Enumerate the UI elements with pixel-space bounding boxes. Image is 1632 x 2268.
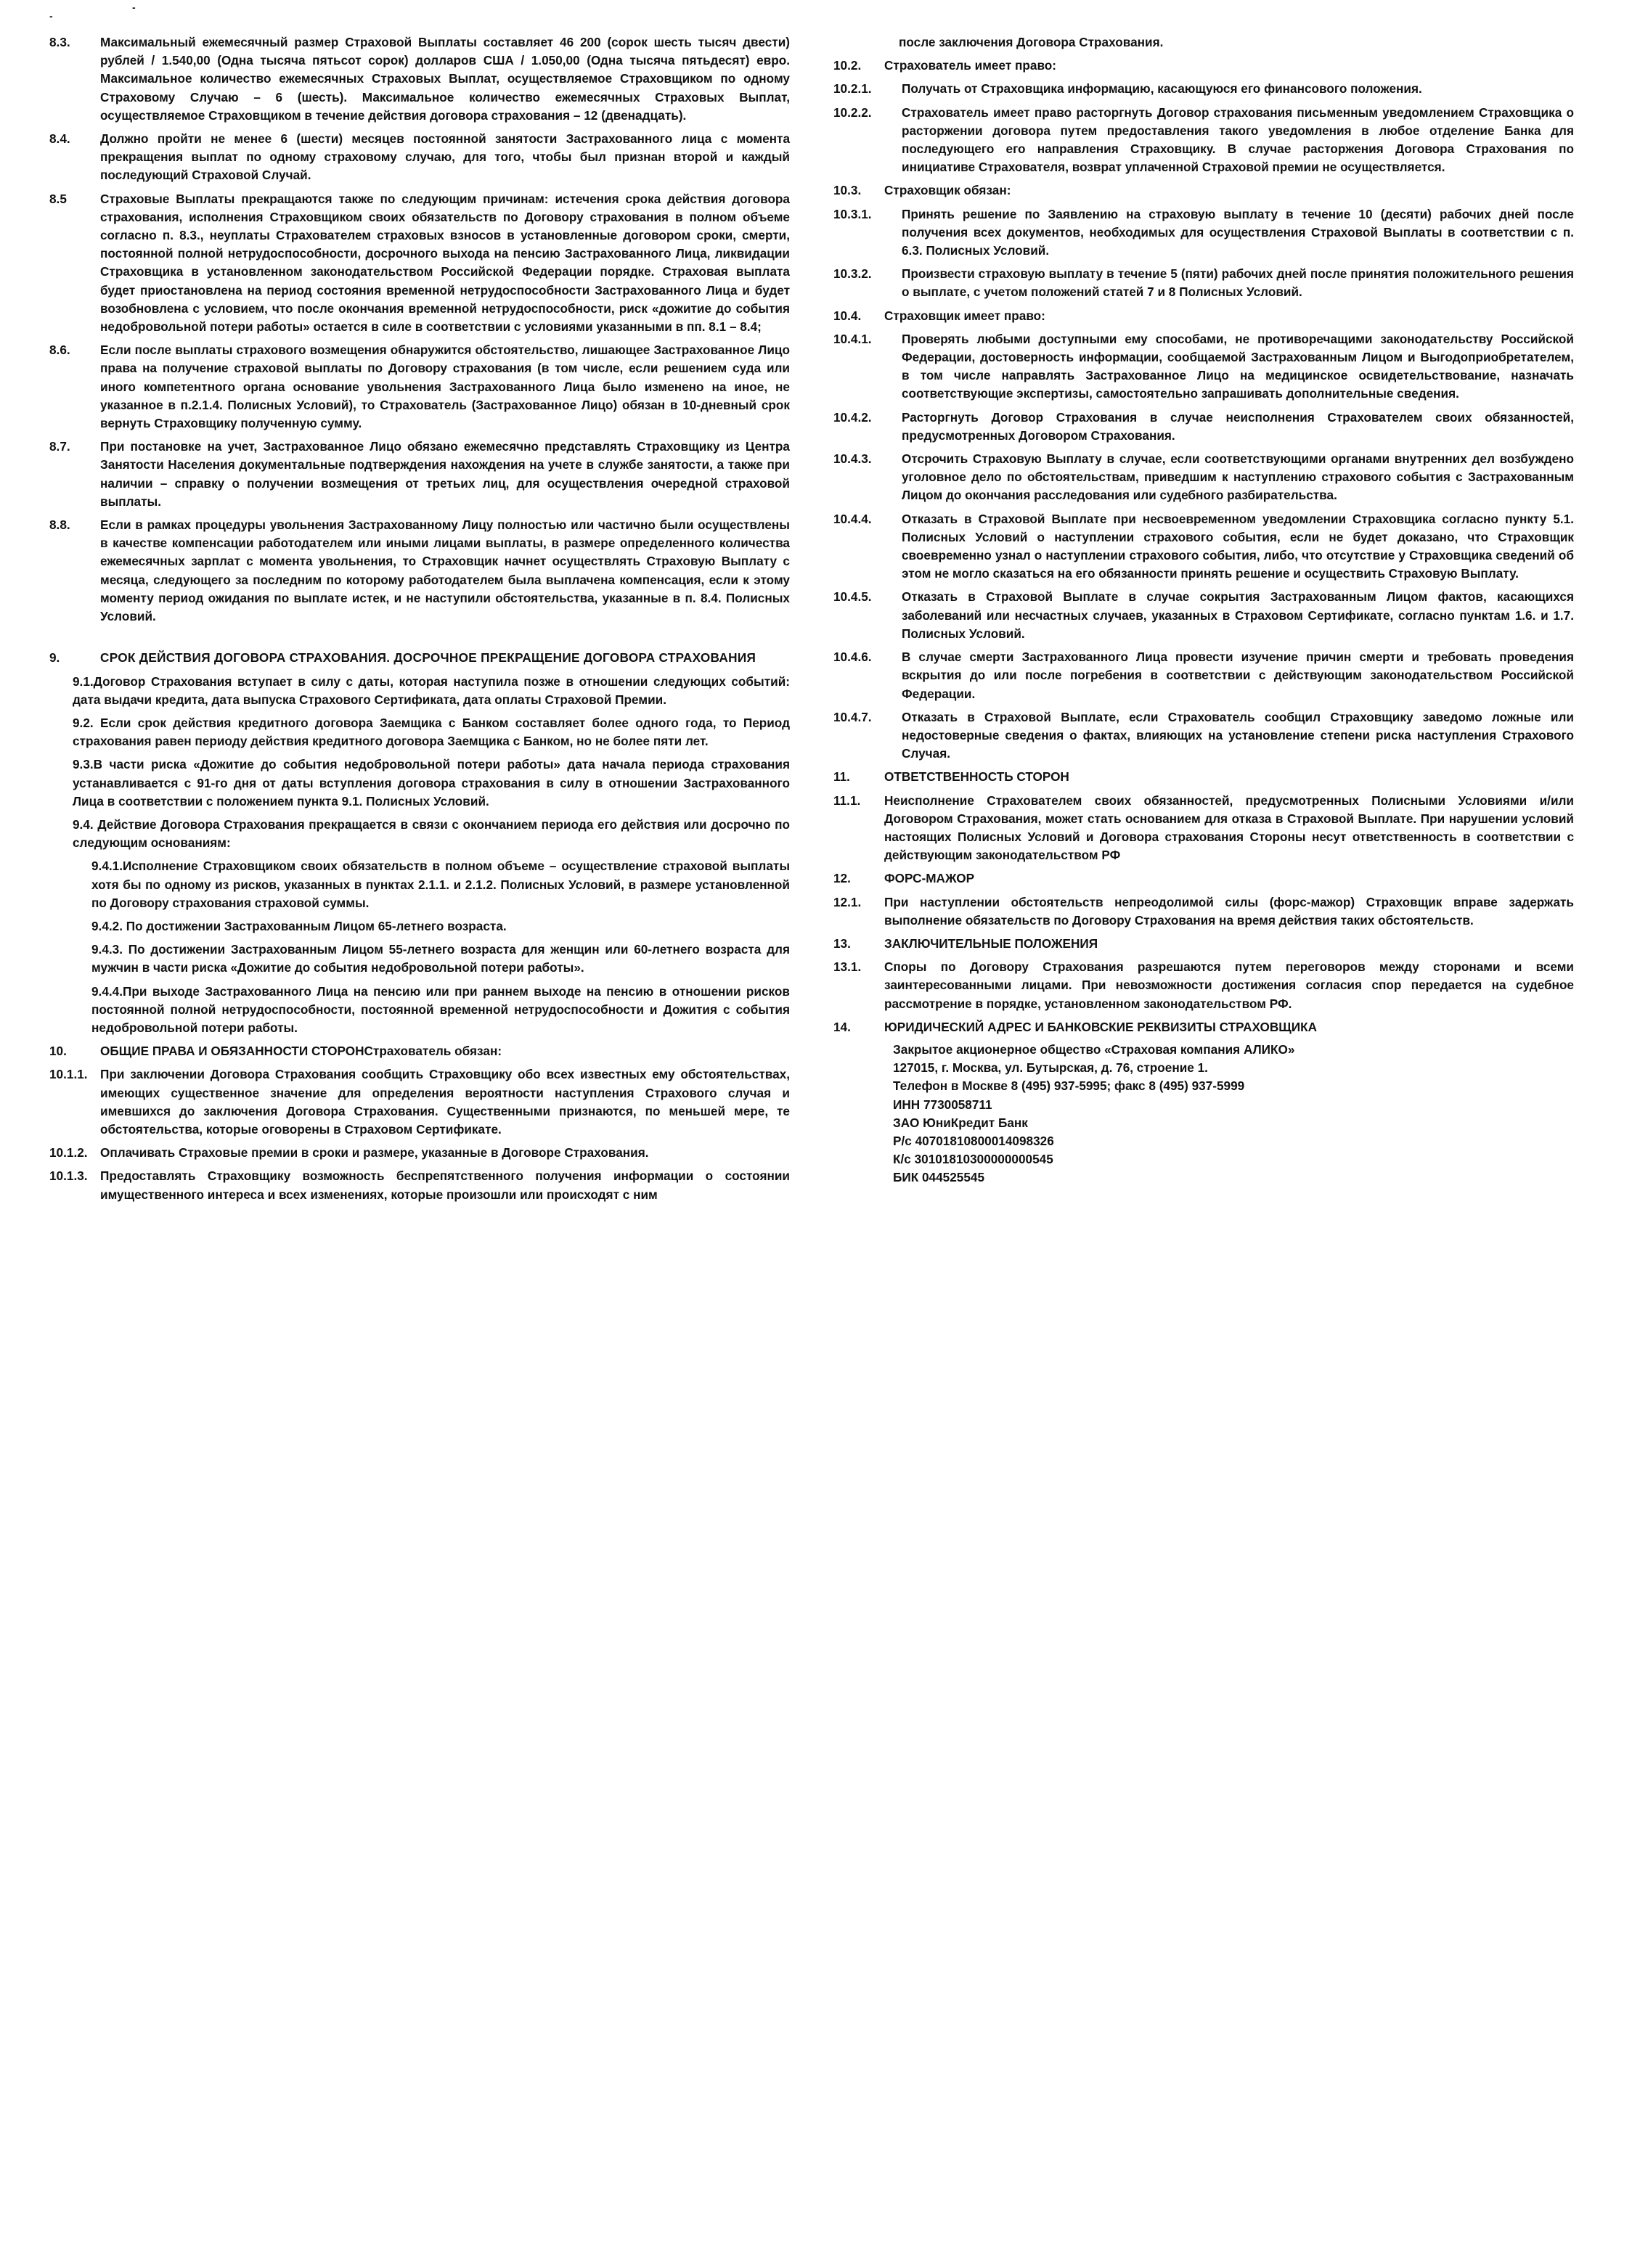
company-phone: Телефон в Москве 8 (495) 937-5995; факс 8 (495) 937-5999	[893, 1078, 1245, 1094]
clause-10-1-1: 10.1.1. При заключении Договора Страхования сообщить Страховщику обо всех известных ему обстоятельствах, имеющих существенное значение для определения вероятности наступления Страхового случая и имевшихся до заключения Договора Страхования. Существенными признаются, по меньшей мере, те обстоятельства, которые оговорены в Страховом Сертификате.	[49, 1067, 790, 1137]
correspondent-account: К/с 30101810300000000545	[893, 1152, 1053, 1167]
right-column	[833, 33, 1574, 1187]
clause-9-2: 9.2. Если срок действия кредитного договора Заемщика с Банком составляет более одного года, то Период страхования равен периоду действия кредитного договора Заемщика с Банком, но не более пяти лет.	[73, 715, 790, 749]
company-name: Закрытое акционерное общество «Страховая компания АЛИКО»	[893, 1041, 1295, 1057]
clause-10-2-2: 10.2.2. Страхователь имеет право расторгнуть Договор страхования письменным уведомлением Страховщика о расторжении договора путем предоставления такого уведомления в любое отделение Банка для последующего его направления Страховщику. В случае расторжения Договора Страхования по инициативе Страхователя, возврат уплаченной Страховой премии не осуществляется.	[833, 105, 1574, 175]
clause-10-4-4: 10.4.4. Отказать в Страховой Выплате при несвоевременном уведомлении Страховщика согласно пункту 5.1. Полисных Условий о наступлении страхового события, если не будет доказано, что Страховщик своевременно узнал о наступлении страхового события, либо, что отсутствие у Страховщика сведений об этом не могло сказаться на его обязанности принять решение и осуществить Страховую Выплату.	[833, 511, 1574, 581]
clause-10-1-2: 10.1.2. Оплачивать Страховые премии в сроки и размере, указанные в Договоре Страхования.	[49, 1145, 649, 1160]
clause-10-3: 10.3. Страховщик обязан:	[833, 183, 1011, 198]
clause-10-3-2: 10.3.2. Произвести страховую выплату в течение 5 (пяти) рабочих дней после принятия положительного решения о выплате, с учетом положений статей 7 и 8 Полисных Условий.	[833, 266, 1574, 300]
clause-10-4-2: 10.4.2. Расторгнуть Договор Страхования в случае неисполнения Страхователем своих обязанностей, предусмотренных Договором Страхования.	[833, 409, 1574, 443]
left-column	[49, 33, 790, 1209]
clause-10-4-3: 10.4.3. Отсрочить Страховую Выплату в случае, если соответствующими органами внутренних дел возбуждено уголовное дело по обстоятельствам, приведшим к наступлению страхового события с Застрахованным Лицом до окончания расследования или судебного разбирательства.	[833, 451, 1574, 503]
clause-11-1: 11.1. Неисполнение Страхователем своих обязанностей, предусмотренных Полисными Условиями и/или Договором Страхования, может стать основанием для отказа в Страховой Выплате. При нарушении условий настоящих Полисных Условий и Договора страхования Стороны несут ответственность в соответствии с действующим законодательством РФ	[833, 793, 1574, 863]
clause-10-4-6: 10.4.6. В случае смерти Застрахованного Лица провести изучение причин смерти и требовать проведения вскрытия до или после погребения в соответствии с действующим законодательством Российской Федерации.	[833, 650, 1574, 701]
clause-8-8: 8.8. Если в рамках процедуры увольнения Застрахованному Лицу полностью или частично были осуществлены в качестве компенсации работодателем или иными лицами выплаты, в размере определенного количества ежемесячных зарплат с момента увольнения, то Страховщик начнет осуществлять Страховую Выплату с месяца, следующего за последним по которому работодателем была выплачена компенсация, если к этому моменту период ожидания по выплате истек, и не наступили обстоятельства, указанные в п. 8.4. Полисных Условий.	[49, 517, 790, 624]
scan-mark: -	[49, 10, 53, 22]
insurer-requisites	[833, 1041, 1574, 1187]
section-12-heading: 12. ФОРС-МАЖОР	[833, 871, 975, 886]
bank-account: Р/с 40701810800014098326	[893, 1133, 1054, 1148]
clause-9-4-2: 9.4.2. По достижении Застрахованным Лицом 65-летнего возраста.	[91, 918, 507, 933]
clause-10-1-3-continuation: после заключения Договора Страхования.	[899, 35, 1164, 49]
clause-10-1-3: 10.1.3. Предоставлять Страховщику возможность беспрепятственного получения информации о состоянии имущественного интереса и всех изменениях, которые произошли или происходят с ним	[49, 1168, 790, 1202]
section-9-heading: 9. СРОК ДЕЙСТВИЯ ДОГОВОРА СТРАХОВАНИЯ. ДОСРОЧНОЕ ПРЕКРАЩЕНИЕ ДОГОВОРА СТРАХОВАНИЯ	[49, 650, 756, 666]
clause-8-4: 8.4. Должно пройти не менее 6 (шести) месяцев постоянной занятости Застрахованного лица с момента прекращения выплат по одному страховому случаю, для того, чтобы был признан второй и каждый последующий Страховой Случай.	[49, 131, 790, 183]
clause-9-4-4: 9.4.4.При выходе Застрахованного Лица на пенсию или при раннем выходе на пенсию в отношении рисков постоянной полной нетрудоспособности, постоянной временной нетрудоспособности и Дожития с события недобровольной потери работы.	[91, 983, 790, 1035]
clause-10-4-7: 10.4.7. Отказать в Страховой Выплате, если Страхователь сообщил Страховщику заведомо ложные или недостоверные сведения о фактах, влияющих на установление степени риска наступления Страхового Случая.	[833, 709, 1574, 761]
clause-8-3: 8.3. Максимальный ежемесячный размер Страховой Выплаты составляет 46 200 (сорок шесть тысяч двести) рублей / 1.540,00 (Одна тысяча пятьсот сорок) долларов США / 1.050,00 (Одна тысяча пятьдесят) евро. Максимальное количество ежемесячных Страховых Выплат, осуществляемое Страховщиком по одному Страховому Случаю – 6 (шесть). Максимальное количество ежемесячных Страховых Выплат, осуществляемое Страховщиком в течение действия договора страхования – 12 (двенадцать).	[49, 35, 790, 123]
clause-13-1: 13.1. Споры по Договору Страхования разрешаются путем переговоров между сторонами и всеми заинтересованными лицами. При невозможности достижения согласия спор передается на судебное рассмотрение в порядке, установленном законодательством РФ.	[833, 959, 1574, 1011]
clause-10-4-1: 10.4.1. Проверять любыми доступными ему способами, не противоречащими законодательству Российской Федерации, достоверность информации, сообщаемой Застрахованным Лицом и Выгодоприобретателем, в том числе направлять Застрахованное Лицо на медицинское освидетельствование, назначать соответствующие экспертизы, самостоятельно запрашивать дополнительные сведения.	[833, 331, 1574, 401]
clause-8-6: 8.6. Если после выплаты страхового возмещения обнаружится обстоятельство, лишающее Застрахованное Лицо права на получение страховой выплаты по Договору страхования (в том числе, если решением суда или иного компетентного органа основание увольнения Застрахованного Лица было изменено на иное, не указанное в п.2.1.4. Полисных Условий), то Страхователь (Застрахованное Лицо) обязан в 10-дневный срок вернуть Страховщику полученную сумму.	[49, 343, 790, 431]
bank-bik: БИК 044525545	[893, 1170, 985, 1185]
section-10-heading: 10. ОБЩИЕ ПРАВА И ОБЯЗАННОСТИ СТОРОНСтрахователь обязан:	[49, 1044, 502, 1059]
clause-9-4-3: 9.4.3. По достижении Застрахованным Лицом 55-летнего возраста для женщин или 60-летнего возраста для мужчин в части риска «Дожитие до события недобровольной потери работы».	[91, 942, 790, 975]
clause-12-1: 12.1. При наступлении обстоятельств непреодолимой силы (форс-мажор) Страховщик вправе задержать выполнение обязательств по Договору Страхования на время действия таких обстоятельств.	[833, 894, 1574, 928]
clause-9-4: 9.4. Действие Договора Страхования прекращается в связи с окончанием периода его действия или досрочно по следующим основаниям:	[73, 816, 790, 851]
clause-8-5: 8.5 Страховые Выплаты прекращаются также по следующим причинам: истечения срока действия договора страхования, исполнения Страховщиком своих обязательств по Договору страхования в полном объеме согласно п. 8.3., неуплаты Страхователем страховых взносов в установленные договором сроки, смерти, постоянной полной нетрудоспособности, досрочного выхода на пенсию Застрахованного Лица, ликвидации Страховщика в установленном законодательством Российской Федерации порядке. Страховая выплата будет приостановлена на период состояния временной нетрудоспособности Застрахованного Лица и будет возобновлена с условием, что после окончания временной нетрудоспособности, риск «дожитие до события недобровольной потери работы» остается в силе в соответствии с условиями указанными в пп. 8.1 – 8.4;	[49, 191, 790, 335]
section-13-heading: 13. ЗАКЛЮЧИТЕЛЬНЫЕ ПОЛОЖЕНИЯ	[833, 936, 1098, 951]
scan-mark: -	[132, 1, 136, 13]
section-11-heading: 11. ОТВЕТСТВЕННОСТЬ СТОРОН	[833, 769, 1069, 785]
bank-name: ЗАО ЮниКредит Банк	[893, 1115, 1028, 1130]
clause-10-2: 10.2. Страхователь имеет право:	[833, 58, 1057, 73]
clause-10-4-5: 10.4.5. Отказать в Страховой Выплате в случае сокрытия Застрахованным Лицом фактов, касающихся заболеваний или несчастных случаев, указанных в Страховом Сертификате, согласно пунктам 1.6. и 1.7. Полисных Условий.	[833, 589, 1574, 641]
clause-10-4: 10.4. Страховщик имеет право:	[833, 308, 1045, 323]
company-inn: ИНН 7730058711	[893, 1097, 992, 1112]
section-14-heading: 14. ЮРИДИЧЕСКИЙ АДРЕС И БАНКОВСКИЕ РЕКВИЗИТЫ СТРАХОВЩИКА	[833, 1019, 1318, 1034]
company-address: 127015, г. Москва, ул. Бутырская, д. 76, строение 1.	[893, 1060, 1208, 1076]
clause-8-7: 8.7. При постановке на учет, Застрахованное Лицо обязано ежемесячно представлять Страховщику из Центра Занятости Населения документальные подтверждения нахождения на учете в службе занятости, а также при наличии – справку о получении возмещения от третьих лиц, для осуществления очередной страховой выплаты.	[49, 439, 790, 509]
clause-10-3-1: 10.3.1. Принять решение по Заявлению на страховую выплату в течение 10 (десяти) рабочих дней после получения всех документов, необходимых для осуществления Страховой Выплаты в соответствии с п. 6.3. Полисных Условий.	[833, 206, 1574, 258]
clause-10-2-1: 10.2.1. Получать от Страховщика информацию, касающуюся его финансового положения.	[833, 81, 1422, 97]
clause-9-3: 9.3.В части риска «Дожитие до события недобровольной потери работы» дата начала периода страхования устанавливается с 91-го дня от даты вступления договора страхования в силу в отношении Застрахованного Лица в соответствии с положением пункта 9.1. Полисных Условий.	[73, 757, 790, 808]
clause-9-1: 9.1.Договор Страхования вступает в силу с даты, которая наступила позже в отношении следующих событий: дата выдачи кредита, дата выпуска Страхового Сертификата, дата оплаты Страховой Премии.	[73, 674, 790, 707]
clause-9-4-1: 9.4.1.Исполнение Страховщиком своих обязательств в полном объеме – осуществление страховой выплаты хотя бы по одному из рисков, указанных в пунктах 2.1.1. и 2.1.2. Полисных Условий, в размере установленной по Договору страхования страховой суммы.	[91, 859, 790, 910]
